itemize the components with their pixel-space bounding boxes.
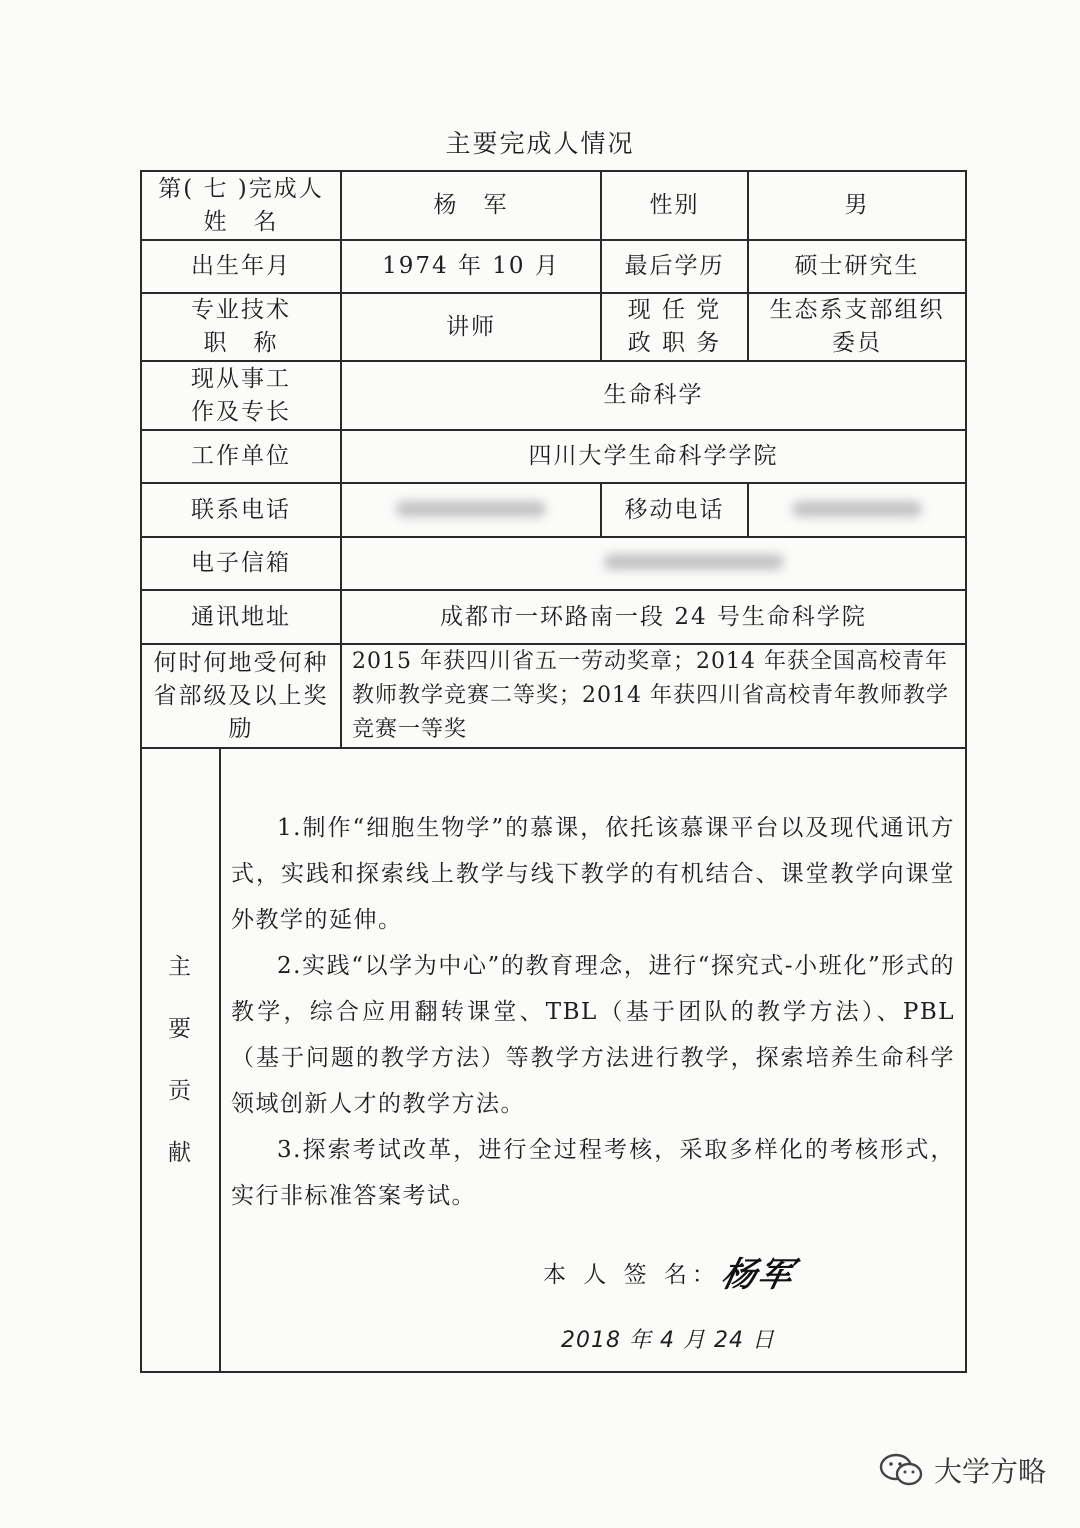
name-label: 第( 七 )完成人 姓 名 [141,171,341,240]
email-label: 电子信箱 [141,537,341,590]
birth-value: 1974 年 10 月 [341,240,601,293]
title-label: 专业技术 职 称 [141,293,341,361]
contribution-cell [141,748,966,1372]
phone-label: 联系电话 [141,483,341,537]
awards-label: 何时何地受何种 省部级及以上奖励 [141,644,341,748]
contribution-body [221,749,965,1371]
email-value-redacted [341,537,966,590]
signature-date [561,1324,775,1357]
address-label: 通讯地址 [141,590,341,644]
gender-value: 男 [748,171,966,240]
awards-value: 2015 年获四川省五一劳动奖章；2014 年获全国高校青年教师教学竞赛二等奖；2014 年获四川省高校青年教师教学竞赛一等奖 [341,644,966,748]
watermark [878,1450,1046,1490]
specialty-value: 生命科学 [341,361,966,430]
signature-date-text: 2018 年 4 月 24 日 [561,1328,775,1353]
page-title: 主要完成人情况 [445,129,635,158]
birth-label: 出生年月 [141,240,341,293]
contribution-paragraph: 2.实践“以学为中心”的教育理念，进行“探究式-小班化”形式的教学，综合应用翻转课堂、TBL（基于团队的教学方法）、PBL（基于问题的教学方法）等教学方法进行教学，探索培养生命科学领域创新人才的教学方法。 [231,953,955,1117]
contribution-label-char: 贡 [168,1078,193,1104]
info-table [140,170,967,1373]
contribution-label-char: 主 [168,954,193,980]
contribution-paragraph: 3.探索考试改革，进行全过程考核，采取多样化的考核形式，实行非标准答案考试。 [231,1137,955,1209]
mobile-value-redacted [748,483,966,537]
watermark-text: 大学方略 [934,1455,1047,1488]
address-value: 成都市一环路南一段 24 号生命科学院 [341,590,966,644]
signature-line [543,1255,799,1295]
handwritten-signature: 杨军 [717,1255,799,1295]
mobile-label: 移动电话 [601,483,748,537]
party-value: 生态系支部组织 委员 [748,293,966,361]
unit-label: 工作单位 [141,430,341,483]
wechat-icon [878,1452,926,1488]
party-label: 现 任 党 政 职 务 [601,293,748,361]
contribution-label-char: 献 [168,1140,193,1166]
contribution-label-char: 要 [168,1016,193,1042]
gender-label: 性别 [601,171,748,240]
phone-value-redacted [341,483,601,537]
contribution-label [142,749,221,1371]
contribution-paragraph: 1.制作“细胞生物学”的慕课，依托该慕课平台以及现代通讯方式，实践和探索线上教学与线下教学的有机结合、课堂教学向课堂外教学的延伸。 [231,815,955,933]
specialty-label: 现从事工 作及专长 [141,361,341,430]
signature-label: 本 人 签 名： [543,1262,720,1288]
title-value: 讲师 [341,293,601,361]
education-label: 最后学历 [601,240,748,293]
education-value: 硕士研究生 [748,240,966,293]
unit-value: 四川大学生命科学学院 [341,430,966,483]
name-value: 杨 军 [341,171,601,240]
